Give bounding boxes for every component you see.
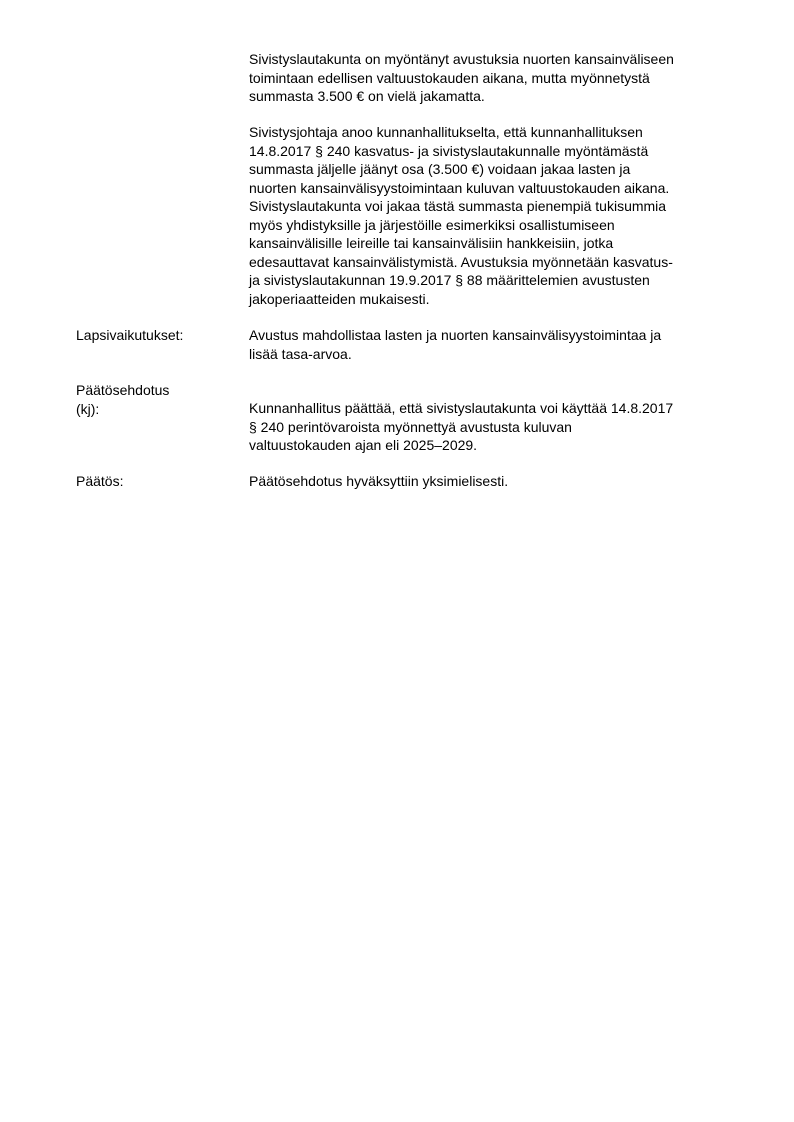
intro-paragraph: [249, 50, 739, 106]
label-line: Päätösehdotus: [76, 382, 170, 398]
text-line: lisää tasa-arvoa.: [249, 345, 352, 362]
decision-label: Päätös:: [76, 473, 124, 489]
text-line: edesauttavat kansainvälistymistä. Avustuksia myönnetään kasvatus-: [249, 253, 673, 270]
text-line: Sivistyslautakunta on myöntänyt avustuksia nuorten kansainväliseen: [249, 51, 674, 67]
text-line: jakoperiaatteiden mukaisesti.: [249, 290, 430, 307]
text-line: Sivistyslautakunta voi jakaa tästä summasta pienempiä tukisummia: [249, 198, 667, 214]
text-line: Kunnanhallitus päättää, että sivistyslautakunta voi käyttää 14.8.2017: [249, 400, 674, 416]
text-line: § 240 perintövaroista myönnettyä avustusta kuluvan: [249, 418, 572, 435]
text-line: myös yhdistyksille ja järjestöille esimerkiksi osallistumiseen: [249, 216, 615, 233]
text-line: Avustus mahdollistaa lasten ja nuorten kansainvälisyystoimintaa ja: [249, 327, 662, 343]
text-line: Päätösehdotus hyväksyttiin yksimielisesti.: [249, 473, 509, 489]
text-line: kansainvälisille leireille tai kansainvälisiin hankkeisiin, jotka: [249, 235, 614, 251]
decision-paragraph: [249, 472, 739, 491]
request-paragraph: [249, 123, 739, 308]
proposal-label: [76, 381, 169, 418]
text-line: valtuustokauden ajan eli 2025–2029.: [249, 437, 478, 453]
text-line: nuorten kansainvälisyystoimintaan kuluvan valtuustokauden aikana.: [249, 179, 670, 196]
text-line: 14.8.2017 § 240 kasvatus- ja sivistyslautakunnalle myöntämästä: [249, 142, 649, 159]
text-line: toimintaan edellisen valtuustokauden aikana, mutta myönnetystä: [249, 69, 650, 86]
text-line: summasta jäljelle jäänyt osa (3.500 €) voidaan jakaa lasten ja: [249, 161, 631, 177]
text-line: Sivistysjohtaja anoo kunnanhallitukselta, että kunnanhallituksen: [249, 124, 643, 140]
label-line: (kj):: [76, 400, 100, 417]
text-line: summasta 3.500 € on vielä jakamatta.: [249, 88, 485, 104]
proposal-paragraph: [249, 399, 739, 455]
text-line: ja sivistyslautakunnan 19.9.2017 § 88 määrittelemien avustusten: [249, 272, 650, 288]
child-impact-paragraph: [249, 326, 739, 363]
child-impact-label: Lapsivaikutukset:: [76, 327, 184, 343]
